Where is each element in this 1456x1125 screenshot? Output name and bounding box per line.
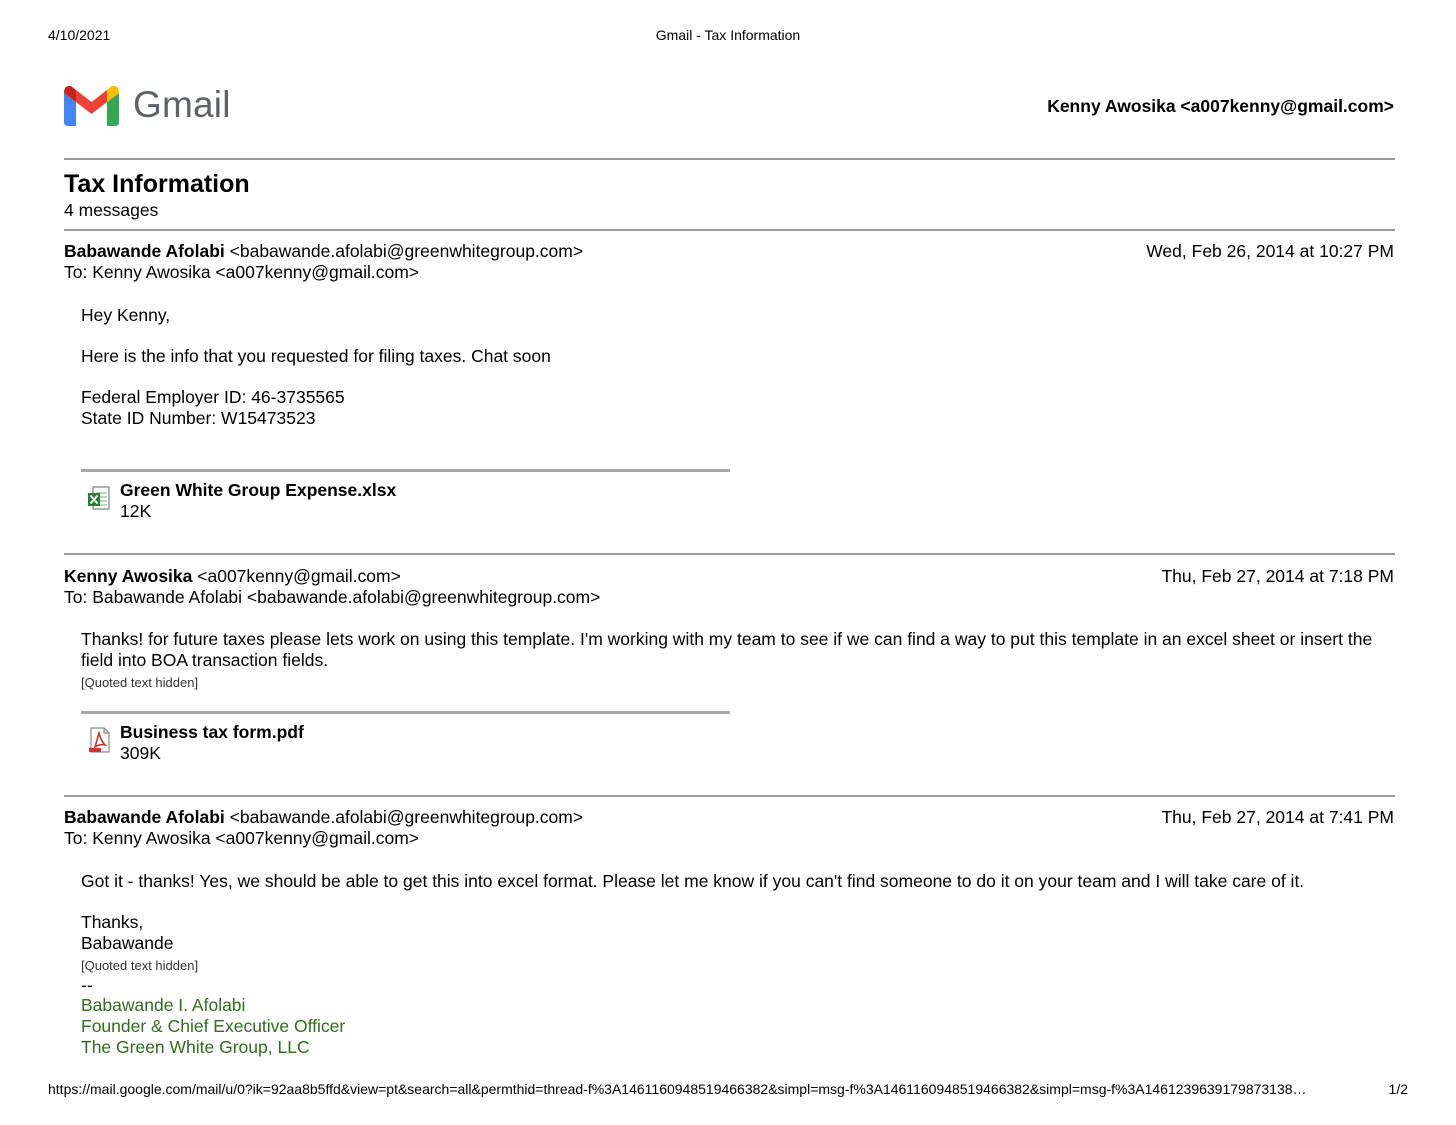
- message-date: Wed, Feb 26, 2014 at 10:27 PM: [1146, 241, 1394, 261]
- thread-title: Tax Information: [64, 170, 250, 198]
- divider: [64, 553, 1395, 555]
- message-body-line: Federal Employer ID: 46-3735565: [81, 387, 345, 407]
- sender-name: Babawande Afolabi: [64, 807, 225, 827]
- quoted-text-toggle[interactable]: [Quoted text hidden]: [81, 958, 199, 973]
- message-sender[interactable]: [64, 566, 401, 587]
- message-date: Thu, Feb 27, 2014 at 7:18 PM: [1161, 566, 1394, 586]
- message-body-line: Hey Kenny,: [81, 305, 171, 325]
- gmail-brand: [64, 82, 231, 128]
- print-page-number: 1/2: [1388, 1081, 1408, 1097]
- gmail-wordmark: Gmail: [133, 84, 231, 125]
- signature-line: Babawande I. Afolabi: [81, 995, 246, 1015]
- divider: [64, 229, 1395, 231]
- print-header: [48, 27, 1408, 45]
- pdf-file-icon[interactable]: [87, 727, 111, 753]
- sender-email: <babawande.afolabi@greenwhitegroup.com>: [229, 241, 584, 261]
- thread-message-count: 4 messages: [64, 200, 159, 220]
- sender-name: Babawande Afolabi: [64, 241, 225, 261]
- divider: [64, 795, 1395, 797]
- message-sender[interactable]: [64, 241, 583, 262]
- message-body-line: State ID Number: W15473523: [81, 408, 316, 428]
- signature-line: Founder & Chief Executive Officer: [81, 1016, 346, 1036]
- print-date: 4/10/2021: [48, 27, 111, 43]
- message-body-paragraph: Thanks! for future taxes please lets work on using this template. I'm working with my team to see if we can find a way to put this template in an excel sheet or insert the field into BOA transaction fields.: [81, 629, 1373, 670]
- signature-separator: --: [81, 975, 93, 995]
- message-body-line: Thanks,: [81, 912, 144, 932]
- print-footer-url: https://mail.google.com/mail/u/0?ik=92aa8b5ffd&view=pt&search=all&permthid=thread-f%3A1461160948519466382&simpl=msg-f%3A1461160948519466382&simpl=msg-f%3A1461239639179873138…: [48, 1081, 1307, 1097]
- divider: [64, 158, 1395, 160]
- sender-email: <a007kenny@gmail.com>: [197, 566, 401, 586]
- account-identity: Kenny Awosika <a007kenny@gmail.com>: [1047, 96, 1394, 116]
- message-body-line: Got it - thanks! Yes, we should be able to get this into excel format. Please let me know if you can't find someone to do it on your team and I will take care of it.: [81, 871, 1305, 891]
- gmail-logo-icon: [64, 84, 119, 126]
- print-title: Gmail - Tax Information: [655, 27, 801, 43]
- signature-line: The Green White Group, LLC: [81, 1037, 310, 1057]
- message-recipient: To: Kenny Awosika <a007kenny@gmail.com>: [64, 262, 420, 282]
- message-date: Thu, Feb 27, 2014 at 7:41 PM: [1161, 807, 1394, 827]
- message-recipient: To: Babawande Afolabi <babawande.afolabi@greenwhitegroup.com>: [64, 587, 601, 607]
- sender-email: <babawande.afolabi@greenwhitegroup.com>: [229, 807, 584, 827]
- sender-name: Kenny Awosika: [64, 566, 193, 586]
- message-body-line: Babawande: [81, 933, 174, 953]
- attachment-name[interactable]: Business tax form.pdf: [120, 722, 304, 742]
- attachment-divider: [81, 469, 730, 472]
- message-recipient: To: Kenny Awosika <a007kenny@gmail.com>: [64, 828, 420, 848]
- message-sender[interactable]: [64, 807, 583, 828]
- attachment-name[interactable]: Green White Group Expense.xlsx: [120, 480, 397, 500]
- attachment-divider: [81, 711, 730, 714]
- quoted-text-toggle[interactable]: [Quoted text hidden]: [81, 675, 199, 690]
- message-body-line: Here is the info that you requested for filing taxes. Chat soon: [81, 346, 551, 366]
- attachment-size: 309K: [120, 743, 161, 763]
- excel-file-icon[interactable]: [87, 486, 111, 512]
- attachment-size: 12K: [120, 501, 152, 521]
